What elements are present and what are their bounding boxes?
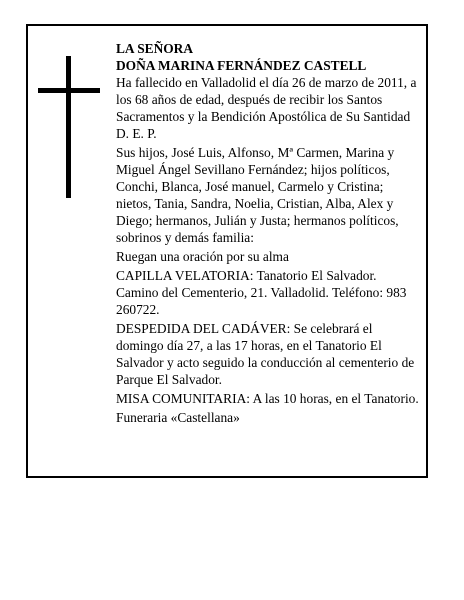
chapel-info: CAPILLA VELATORIA: Tanatorio El Salvador. Camino del Cementerio, 21. Valladolid. Teléfono: 983 260722. xyxy=(116,268,407,317)
mass-info: MISA COMUNITARIA: A las 10 horas, en el Tanatorio. xyxy=(116,391,419,406)
prayer-request: Ruegan una oración por su alma xyxy=(116,249,289,264)
family-list: Sus hijos, José Luis, Alfonso, Mª Carmen, Marina y Miguel Ángel Sevillano Fernández; hijos políticos, Conchi, Blanca, José manuel, Carmelo y Cristina; nietos, Tania, Sandra, Noelia, Cristian, Alba, Alex y Diego; hermanos, Julián y Justa; hermanos políticos, sobrinos y demás familia: xyxy=(116,145,399,245)
latin-cross-icon xyxy=(38,56,100,198)
cross-vertical-bar xyxy=(66,56,71,198)
cross-horizontal-bar xyxy=(38,88,100,93)
funeral-home: Funeraria «Castellana» xyxy=(116,410,240,425)
obituary-text xyxy=(116,40,422,428)
deceased-name: DOÑA MARINA FERNÁNDEZ CASTELL xyxy=(116,58,367,73)
farewell-info: DESPEDIDA DEL CADÁVER: Se celebrará el domingo día 27, a las 17 horas, en el Tanatorio El Salvador y acto seguido la conducción al cementerio de Parque El Salvador. xyxy=(116,321,415,387)
death-announcement: Ha fallecido en Valladolid el día 26 de marzo de 2011, a los 68 años de edad, después de recibir los Santos Sacramentos y la Bendición Apostólica de Su Santidad D. E. P. xyxy=(116,75,417,141)
obituary-frame xyxy=(26,24,428,478)
deceased-title: LA SEÑORA xyxy=(116,41,194,56)
